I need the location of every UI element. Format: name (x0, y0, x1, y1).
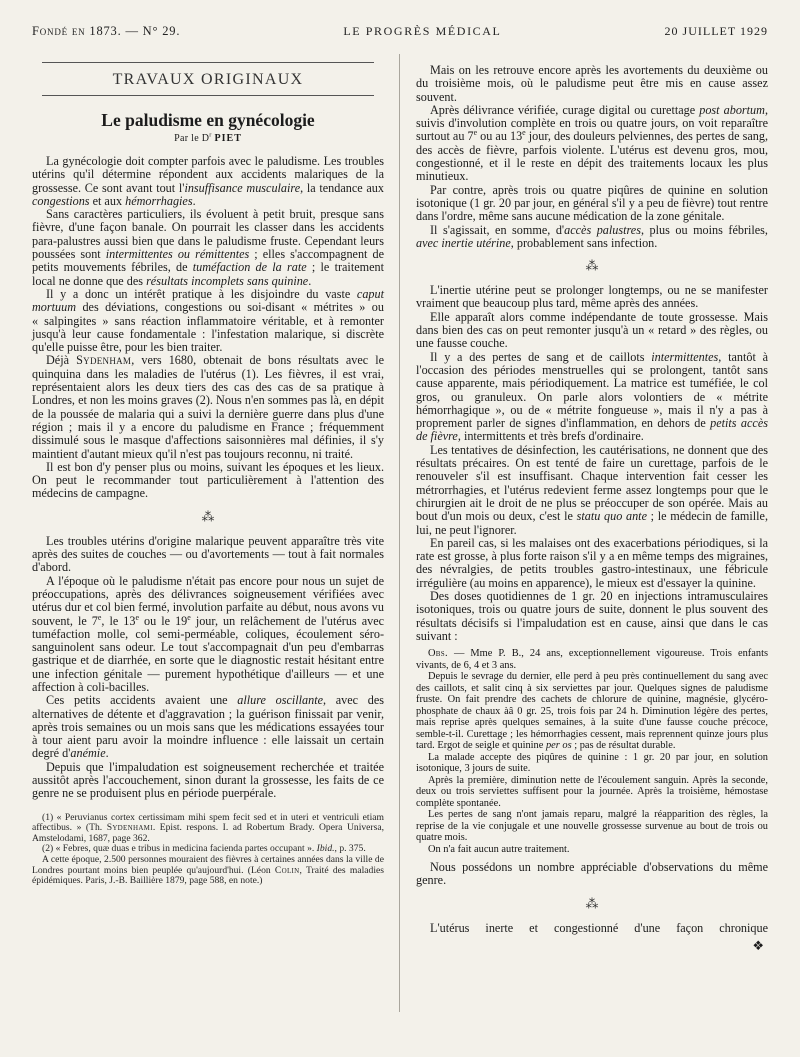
left-column (32, 48, 384, 955)
paragraph (416, 861, 768, 888)
paragraph (32, 535, 384, 575)
italic-text: post abortum (699, 102, 765, 117)
text-run: Après la première, diminution nette de l'écoulement sanguin. Après la seconde, deux ou trois serviettes suffisent pour la journée. Après la troisième, hémostase complète spontanée. (416, 774, 768, 809)
italic-text: anémie (70, 746, 106, 761)
text-run: des déviations, congestions ou soi-disant « métrites » ou « salpingites » sans réaction inflammatoire véritable, et à remonter jusqu'à leur cause fondamentale : l'infestation malarique, si discrète qu'elle puisse être, pour les bien traiter. (32, 300, 384, 355)
text-run: , suivis d'involution complète en trois ou quatre jours, on voit reparaître surtout au 7 (416, 102, 768, 144)
article-body-part-5 (416, 861, 768, 888)
footnote (32, 855, 384, 887)
observation-paragraph (416, 844, 768, 856)
text-run: Nous possédons un nombre appréciable d'observations du même genre. (416, 860, 768, 888)
text-run: (2) « Febres, quæ duas e tribus in medicina facienda partes occupant ». (42, 843, 317, 855)
paragraph (32, 208, 384, 288)
text-run: Depuis le sevrage du dernier, elle perd à peu près continuellement du sang avec des caillots, et salit cinq à six serviettes par jour. Quelques signes de paludisme fruste. On fait prendre des cachets de chlorure de quinine, magnésie, glycéro-phosphate de chaux àâ 0 gr. 25, trois fois par 24 h. Diminution légère des pertes, mais reprise après quelques semaines, à la suite d'une fausse couche précoce, semble-t-il. Curettage ; les hémorrhagies cessent, mais reprennent quinze jours plus tard. Ergot de seigle et quinine (416, 671, 768, 752)
italic-text: intermittentes (651, 349, 719, 364)
text-run: A l'époque où le paludisme n'était pas encore pour nous un sujet de préoccupations, après des délivrances soigneusement vérifiées avec utérus dur et col bien fermé, involution parfaite au début, nous avons vu souvent, le 7 (32, 573, 384, 628)
italic-text: statu quo ante (576, 509, 647, 524)
text-run: . (192, 193, 196, 208)
observation-paragraph (416, 671, 768, 752)
text-run: ou le 19 (139, 613, 188, 628)
text-run: , la tendance aux (300, 180, 384, 195)
text-run: ; pas de résultat durable. (571, 740, 676, 752)
text-run: Mais on les retrouve encore après les avortements du deuxième ou du troisième mois, où le paludisme peut être mis en cause assez souvent. (416, 63, 768, 104)
superscript: e (97, 612, 102, 622)
paragraph (32, 288, 384, 354)
superscript: r (209, 131, 212, 139)
italic-text: caput mortuum (32, 286, 384, 315)
italic-text: tuméfaction de la rate (192, 260, 307, 275)
text-run: , plus ou moins fébriles, (640, 222, 768, 237)
text-run: Il y a donc un intérêt pratique à les disjoindre du vaste (46, 286, 357, 301)
paragraph (416, 537, 768, 590)
text-run: En pareil cas, si les malaises ont des exacerbations périodiques, si la rate est grosse, à plus forte raison s'il y a en même temps des migraines, des névralgies, de petits troubles gastro-intestinaux, une fébricule irrégulière (au moins en apparence), le mieux est d'essayer la quinine. (416, 535, 768, 590)
paragraph (32, 575, 384, 695)
observation-paragraph (416, 648, 768, 671)
paragraph (32, 354, 384, 460)
issue-date: 20 JUILLET 1929 (664, 24, 768, 38)
italic-text: insuffisance musculaire (184, 180, 301, 195)
small-caps-text: Colin (274, 864, 300, 876)
fleuron-ornament-icon: ❖ (752, 939, 764, 955)
text-run: L'inertie utérine peut se prolonger longtemps, ou ne se manifester vraiment que beaucoup plus tard, même après des années. (416, 283, 768, 311)
paragraph (416, 224, 768, 251)
right-column (416, 48, 768, 955)
article-title: Le paludisme en gynécologie (101, 110, 315, 130)
text-run: , le 13 (101, 613, 136, 628)
asterism-separator: ⁂ (585, 896, 599, 912)
text-run: La malade accepte des piqûres de quinine : 1 gr. 20 par jour, en solution isotonique, 3 jours de suite. (416, 751, 768, 775)
text-run: , vers 1680, obtenait de bons résultats avec le quinquina dans les maladies de l'utérus (1). Les fièvres, il est vrai, représentaient alors les deux tiers des cas des cas de sa pratique à Londres, et non les moins graves (2). Nous n'en sommes pas là, en dépit de la poussée de malaria qui a suivi la dernière guerre dans plus d'une région ; mais il y a encore du paludisme en France ; fréquemment dissimulé sous le masque d'affections saisonnières mal définies, il s'y maintient d'autant mieux qu'il n'est pas toujours reconnu, ni traité. (32, 353, 384, 461)
italic-text: hémorrhagies (125, 193, 193, 208)
small-caps-text: Obs. (428, 648, 448, 660)
asterism-separator: ⁂ (201, 509, 215, 525)
italic-text: Ibid. (316, 843, 335, 855)
asterism-separator: ⁂ (585, 259, 599, 275)
paragraph (416, 284, 768, 311)
superscript: e (522, 128, 526, 138)
text-run: La gynécologie doit compter parfois avec le paludisme. Les troubles utérins qu'il détermine répondent aux accidents malariques de la grossesse. Ce sont avant tout l' (32, 154, 384, 195)
section-heading: TRAVAUX ORIGINAUX (42, 62, 374, 96)
paragraph (32, 694, 384, 760)
paragraph (416, 64, 768, 104)
text-run: Après délivrance vérifiée, curage digital ou curettage (430, 102, 700, 117)
paragraph (32, 155, 384, 208)
text-run: Par contre, après trois ou quatre piqûres de quinine en solution isotonique (1 gr. 20 par jour, en général s'il y a peu de fièvre) tout rentre dans l'ordre, même sans aucune médication de la zone génitale. (416, 182, 768, 224)
founding-and-issue-number: Fondé en 1873. — N° 29. (32, 24, 181, 38)
text-run: Il s'agissait, en somme, d' (430, 222, 565, 237)
author-byline (32, 133, 384, 145)
text-run: , intermittents et très brefs d'ordinaire. (457, 429, 644, 444)
paragraph (32, 761, 384, 801)
text-run: — Mme P. B., 24 ans, exceptionnellement vigoureuse. Trois enfants vivants, de 6, 4 et 3 ans. (416, 648, 768, 671)
text-run: . (308, 273, 312, 288)
text-run: et aux (89, 193, 126, 208)
text-run: Sans caractères particuliers, ils évoluent à petit bruit, presque sans fièvre, d'une façon banale. On pourrait les classer dans les accidents para-palustres aussi bien que dans le paludisme fruste. Cependant leurs poussées sont (32, 207, 384, 262)
paragraph (32, 461, 384, 501)
small-caps-text: Sydenhami (106, 822, 153, 834)
observation-paragraph (416, 809, 768, 844)
text-run: Depuis que l'impaludation est soigneusement recherchée et traitée aussitôt après l'accouchement, sinon durant la grossesse, les faits de ce genre ne se produisent plus en période puerpérale. (32, 759, 384, 801)
text-run: , p. 375. (334, 843, 366, 855)
text-run: Les troubles utérins d'origine malarique peuvent apparaître très vite après des suites de couches — ou d'avortements — tout à fait normales d'abord. (32, 533, 384, 575)
paragraph (416, 184, 768, 224)
italic-text: allure oscillante (237, 693, 324, 708)
text-run: . (105, 746, 109, 761)
text-run: jour, des douleurs pelviennes, des pertes de sang, des accès de fièvre, parfois violente. L'utérus est devenu gros, mou, congestionné, et il le reste en dépit des traitements locaux les plus minutieux. (416, 129, 768, 184)
superscript: e (135, 612, 140, 622)
footnotes (32, 813, 384, 887)
text-run: Il est bon d'y penser plus ou moins, suivant les époques et les lieux. On peut le recommander tout particulièrement à l'attention des médecins de campagne. (32, 459, 384, 501)
two-column-layout (32, 48, 768, 955)
text-run: , tantôt à l'occasion des périodes menstruelles qui se prolongent, tantôt sans cause apparente, mais périodiquement. La matrice est tuméfiée, le col gros, ou granuleux. On parle alors volontiers de « métrite hémorrhagique », ou de « métrite fongueuse », mais il n'y a pas à proprement parler de signes d'inflammation, en dehors de (416, 349, 768, 431)
text-run: Elle apparaît alors comme indépendante de toute grossesse. Mais dans bien des cas on peut remonter jusqu'à un « retard » des règles, ou une fausse couche. (416, 309, 768, 351)
observation-paragraph (416, 752, 768, 775)
text-run: On n'a fait aucun autre traitement. (428, 843, 570, 855)
running-header (32, 24, 768, 39)
journal-title: LE PROGRÈS MÉDICAL (343, 24, 502, 38)
observation-paragraph (416, 775, 768, 810)
text-run: . Epist. respons. I. ad Robertum Brady. Opera Universa, Amstelodami, 1687, page 362. (32, 822, 384, 844)
text-run: Ces petits accidents avaient une (46, 693, 238, 708)
italic-text: petits accès de fièvre (416, 416, 768, 444)
text-run: ou au 13 (477, 129, 523, 144)
superscript: e (187, 612, 191, 622)
text-run: ; elles s'accompagnent de petits mouvements fébriles, de (32, 247, 384, 275)
article-body-part-3 (416, 64, 768, 250)
italic-text: congestions (32, 193, 90, 208)
text-run: Les tentatives de désinfection, les cautérisations, ne donnent que des résultats précaires. On est tenté de faire un curettage, parfois de le renouveler s'il est insuffisant. Chaque intervention fait cesser les métrorrhagies, et l'utérus redevient ferme assez longtemps pour que le chirurgien ait le droit de ne plus se préoccuper de son opérée. Mais au bout d'un mois ou deux, c'est le (416, 442, 768, 524)
text-run: Il y a des pertes de sang et de caillots (430, 349, 652, 364)
text-run: Des doses quotidiennes de 1 gr. 20 en injections intramusculaires isotoniques, trois ou quatre jours de suite, donnent le plus souvent des résultats décisifs si l'impaludation est en cause, ainsi que dans le cas suivant : (416, 588, 768, 643)
text-run: (1) « Peruvianus cortex certissimam mihi spem fecit sed et in uteri et ventriculi etiam affectibus. » (Th. (32, 811, 384, 834)
article-body-part-1 (32, 155, 384, 501)
paragraph (416, 104, 768, 184)
superscript: e (473, 128, 478, 138)
paragraph (416, 590, 768, 643)
italic-text: résultats incomplets sans quinine (146, 273, 309, 288)
text-run: Déjà (46, 353, 77, 368)
text-run: ; le médecin de famille, lui, ne peut l'ignorer. (416, 509, 769, 537)
italic-text: accès palustres (564, 222, 641, 237)
text-run: , Traité des maladies épidémiques. Paris, J.-B. Baillière 1879, page 588, en note.) (32, 864, 384, 887)
article-body-part-4 (416, 284, 768, 643)
text-run: A cette époque, 2.500 personnes mouraient des fièvres à certaines années dans la ville de Londres pourtant moins bien peuplée qu'aujourd'hui. (Léon (32, 854, 384, 876)
text-run: , avec des alternatives de détente et d'aggravation ; la guérison finissait par venir, après trois semaines ou un mois sans que les médications essayées tour à tour aient paru avoir la moindre influence : elle laissait un certain degré d' (32, 693, 385, 761)
italic-text: avec inertie utérine (416, 235, 511, 250)
bold-text: PIET (214, 133, 242, 144)
text-run: , probablement sans infection. (510, 235, 658, 250)
text-run: jour, un relâchement de l'utérus avec tuméfaction molle, col semi-perméable, coliques, écoulement séro-sanguinolent sans odeur. Le tout s'accompagnait d'un peu d'embarras gastrique et de diarrhée, en sorte que le diagnostic restait hésitant entre une infection génitale — purement hypothétique d'ailleurs — et une affection à coli-bacilles. (32, 613, 385, 694)
italic-text: intermittentes ou rémittentes (105, 247, 250, 262)
italic-text: per os (545, 740, 572, 752)
article-body-part-2 (32, 535, 384, 801)
text-run: ; le traitement local ne donne que des (32, 260, 384, 288)
text-run: L'utérus inerte et congestionné d'une façon chronique (430, 920, 768, 935)
paragraph (416, 351, 768, 444)
article-body-part-6 (416, 922, 768, 935)
paragraph (416, 444, 768, 537)
paragraph (416, 922, 768, 935)
small-caps-text: Sydenham (76, 353, 132, 368)
text-run: Les pertes de sang n'ont jamais reparu, malgré la réapparition des règles, la reprise de la vie conjugale et une nouvelle grossesse survenue au bout de trois ou quatre mois. (416, 809, 768, 844)
case-observation (416, 648, 768, 855)
paragraph (416, 311, 768, 351)
footnote (32, 813, 384, 845)
text-run: Par le D (174, 133, 210, 144)
